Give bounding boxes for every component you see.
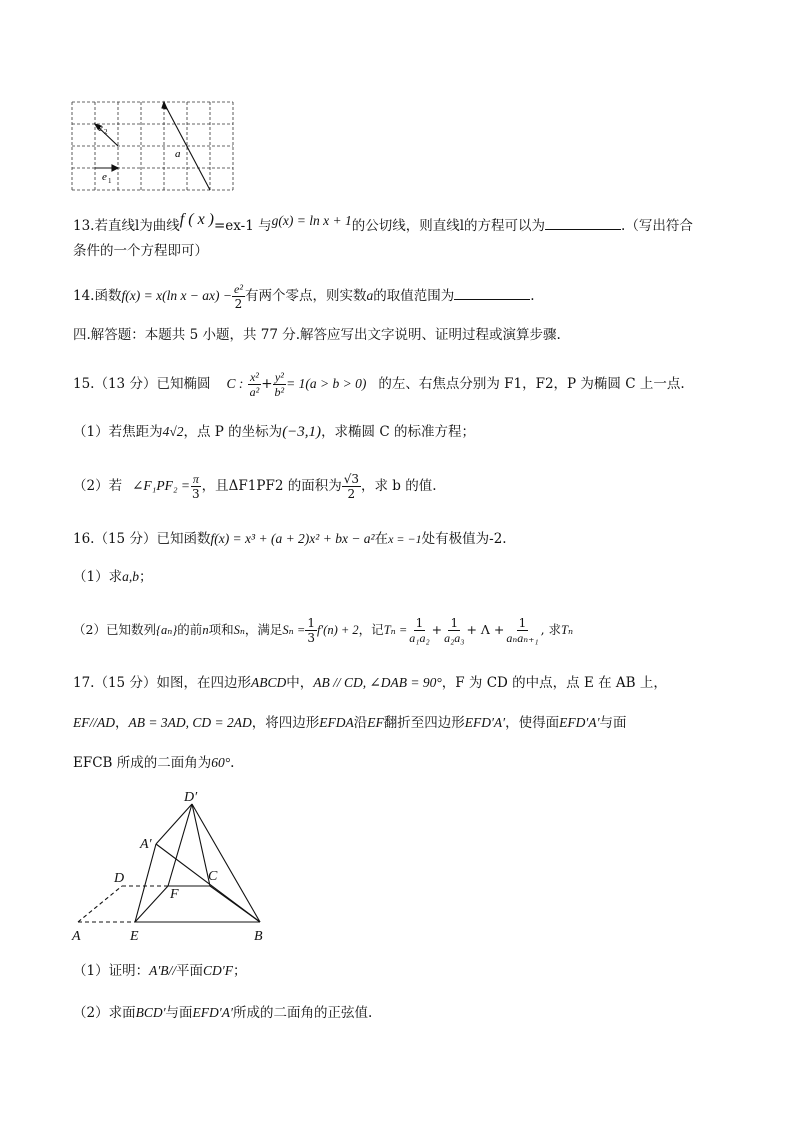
- label-C: C: [208, 869, 218, 884]
- q17-line2: EF//AD，AB = 3AD, CD = 2AD，将四边形EFDA沿EF翻折至四边形EFD′A′，使得面EFD′A′与面: [73, 715, 627, 731]
- q17-line1: 17.（15 分）如图，在四边形ABCD中，AB // CD, ∠DAB = 90°，F 为 CD 的中点，点 E 在 AB 上，: [73, 675, 667, 691]
- q16-part2: （2）已知数列{aₙ}的前n项和Sₙ，满足Sₙ = $\frac{1}{3}$ f′(n) + 2，记Tₙ = $\frac{1}{\text{a₁a₂}}$ + $\frac{1}{\text{a₂a₃}}$ + Λ + $\frac{1}{\text{aₙaₙ₊₁}}$ , 求Tₙ: [73, 616, 574, 645]
- edge-D-prime-B: [192, 804, 260, 922]
- q16-part1: （1）求a,b；: [73, 569, 153, 585]
- q13-answer-blank[interactable]: [545, 229, 621, 230]
- q14-line: 14.函数f(x) = x(ln x − ax) − $\frac{\text{e²}}{2}$ 有两个零点，则实数a的取值范围为 .: [73, 282, 535, 311]
- q15-intro: 15.（13 分）已知椭圆 C : $\frac{\text{x²}}{\text{a²}}$ + $\frac{\text{y²}}{\text{b²}}$ = 1(a > b > 0) 的左、右焦点分别为 F1，F2，P 为椭圆 C 上一点.: [73, 370, 685, 399]
- q14-fraction: $\frac{\text{e²}}{2}$: [234, 282, 243, 311]
- edge-D-prime-F: [168, 804, 192, 886]
- label-e2-sub: 2: [104, 128, 108, 136]
- label-B: B: [254, 929, 263, 944]
- label-E: E: [130, 929, 139, 944]
- q13-line1: 13.若直线l为曲线f ( x )=ex-1 与g(x) = ln x + 1的公切线，则直线l的方程可以为 .（写出符合: [73, 211, 693, 234]
- section-4-heading: 四.解答题：本题共 5 小题，共 77 分.解答应写出文字说明、证明过程或演算步骤.: [73, 327, 561, 343]
- edge-AD: [78, 886, 122, 922]
- label-F: F: [170, 887, 179, 902]
- vector-a: [164, 103, 210, 190]
- label-e2: e: [98, 122, 103, 134]
- q17-part1: （1）证明：A′B//平面CD′F；: [73, 963, 247, 979]
- label-a: a: [175, 148, 181, 160]
- q17-line3: EFCB 所成的二面角为60°.: [73, 755, 235, 771]
- folded-quadrilateral-figure: [70, 786, 270, 946]
- q16-intro: 16.（15 分）已知函数f(x) = x³ + (a + 2)x² + bx − a²在x = −1处有极值为-2.: [73, 531, 507, 547]
- q13-line2: 条件的一个方程即可）: [73, 243, 208, 259]
- vector-grid-figure: [70, 100, 236, 192]
- q15-part2: （2）若 ∠F₁PF₂ = $\frac{\pi}{3}$ ，且ΔF1PF2 的面积为 $\frac{√3}{2}$ ，求 b 的值.: [73, 472, 437, 501]
- label-A-prime: A′: [140, 837, 152, 852]
- label-A: A: [72, 929, 81, 944]
- label-e1: e: [102, 171, 107, 183]
- label-e1-sub: 1: [108, 177, 112, 185]
- q14-answer-blank[interactable]: [454, 299, 530, 300]
- label-D-prime: D′: [184, 790, 198, 805]
- q15-part1: （1）若焦距为4√2，点 P 的坐标为(−3,1)，求椭圆 C 的标准方程；: [73, 424, 475, 440]
- q17-part2: （2）求面BCD′与面EFD′A′所成的二面角的正弦值.: [73, 1005, 373, 1021]
- label-D: D: [114, 871, 125, 886]
